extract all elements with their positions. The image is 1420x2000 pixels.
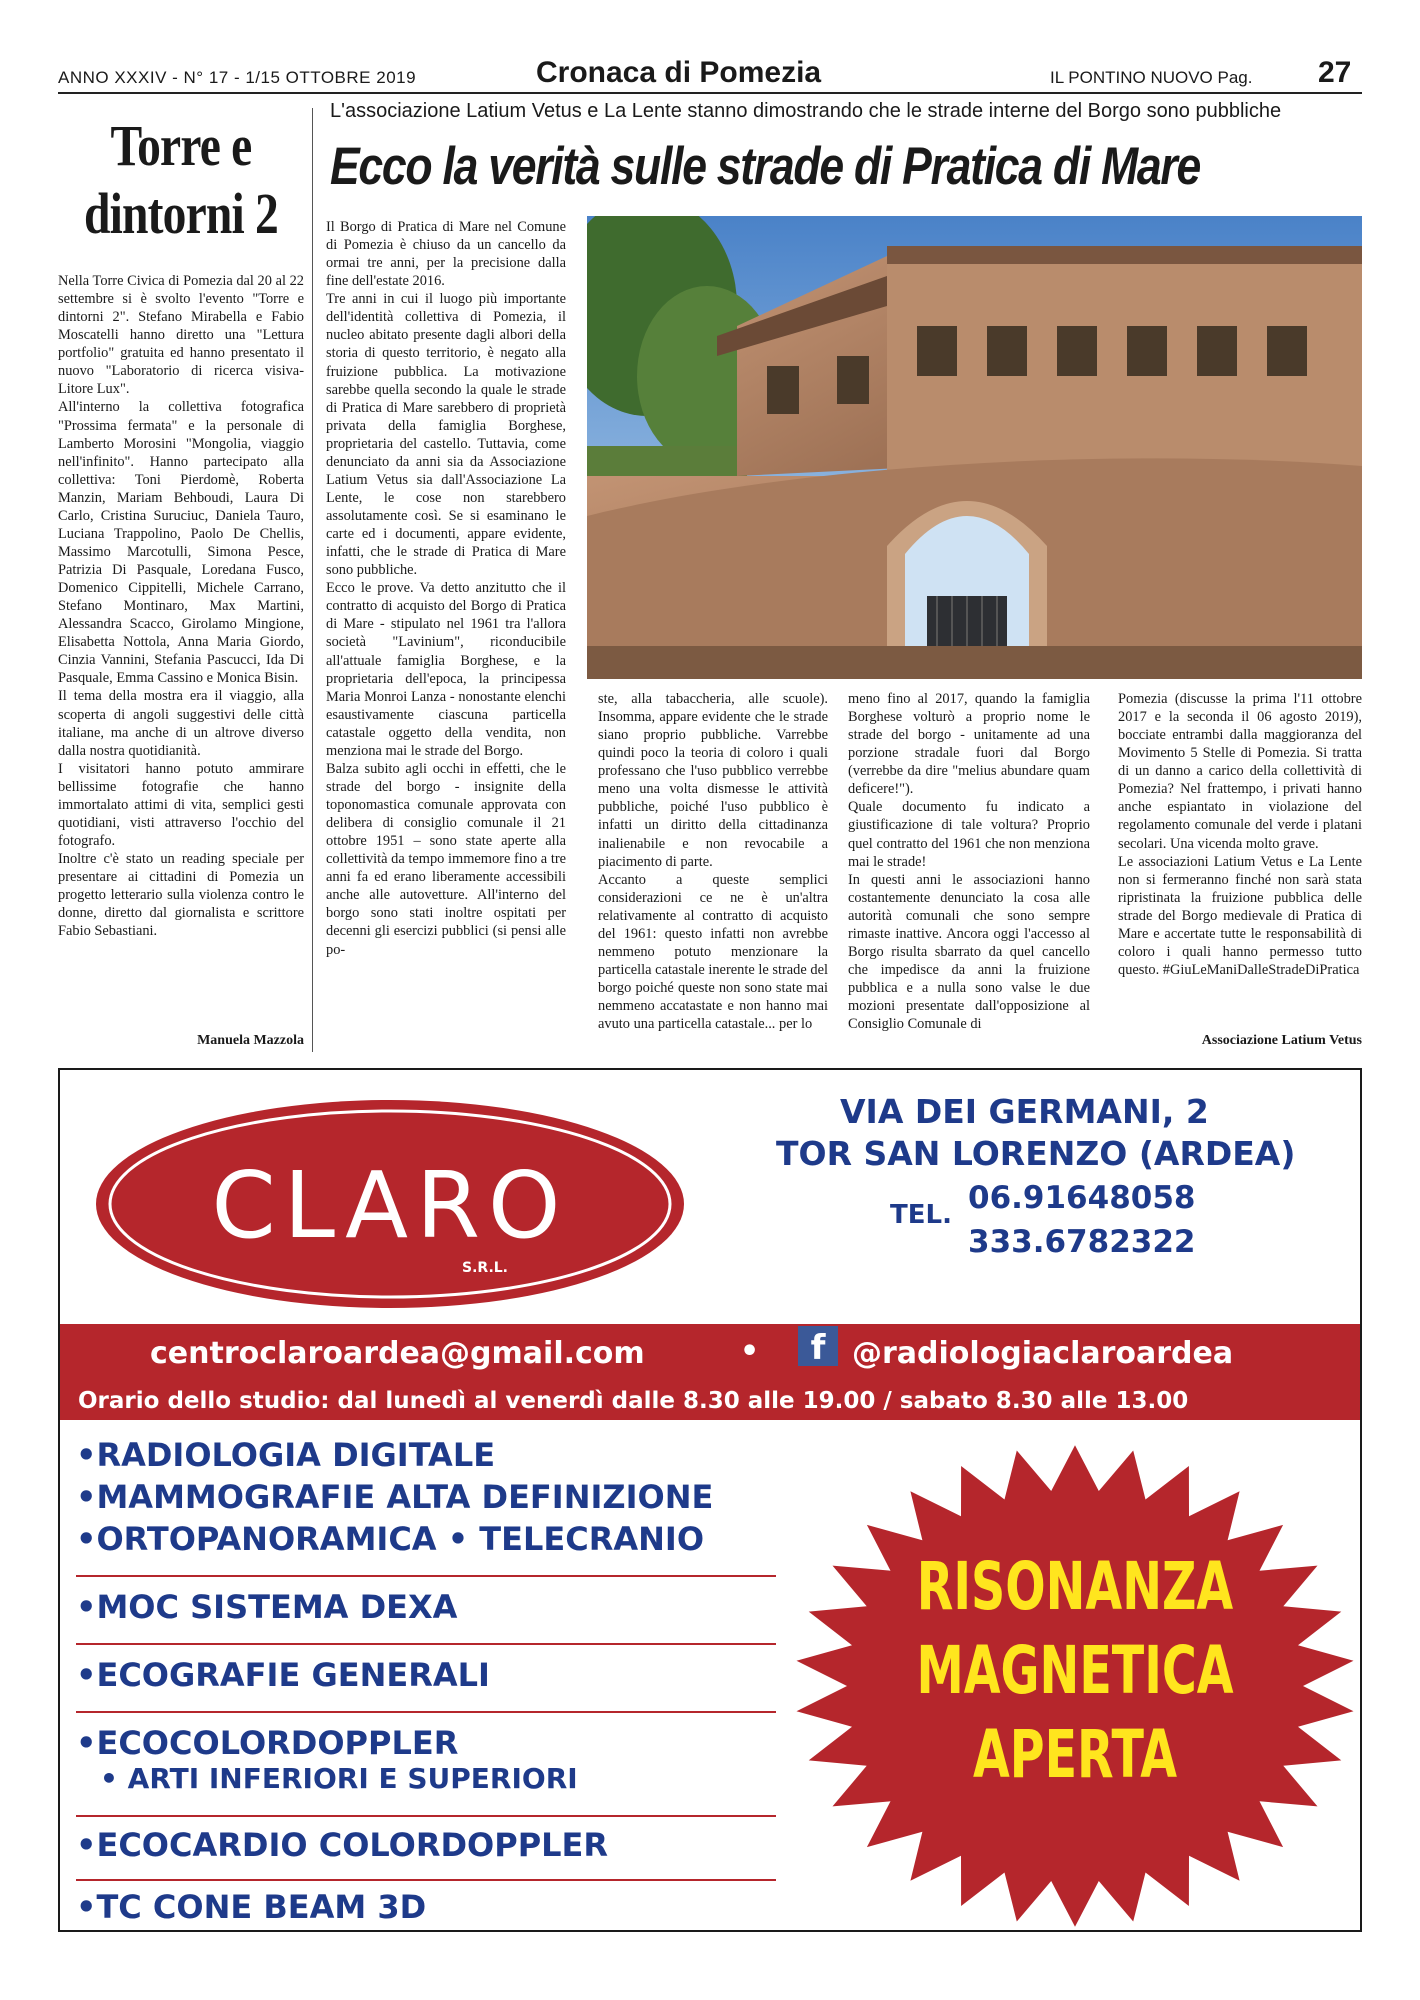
sidebar-paragraph: Inoltre c'è stato un reading speciale per presentare ai cittadini di Pomezia un progetto letterario sulla violenza contro le donne, diretto dal giornalista e scrittore Fabio Sebastiani. xyxy=(58,851,304,940)
facebook-icon: f xyxy=(798,1326,838,1366)
paper-title: IL PONTINO NUOVO xyxy=(1050,68,1213,87)
ad-email: centroclaroardea@gmail.com xyxy=(150,1336,645,1371)
sidebar-paragraph: All'interno la collettiva fotografica "Prossima fermata" e la personale di Lamberto Morosini "Mongolia, viaggio nell'infinito". Hanno partecipato alla collettiva: Toni Pierdomè, Roberta Manzin, Mariam Behboudi, Laura Di Carlo, Cristina Suruciuc, Daniela Tauro, Luciana Trappolino, Paolo De Chellis, Massimo Marcotulli, Simona Pesce, Patrizia Di Pasquale, Loredana Fusco, Domenico Cippitelli, Michele Carrano, Stefano Montinaro, Max Martini, Alessandra Scacco, Girolamo Mingione, Elisabetta Nottola, Anna Maria Giordo, Cinzia Vannini, Stefania Pascucci, Ida Di Pasquale, Emma Cassino e Monica Bisin. xyxy=(58,399,304,687)
article-column-3 xyxy=(848,690,1090,1033)
article-column-2 xyxy=(598,690,828,1033)
article-kicker: L'associazione Latium Vetus e La Lente stanno dimostrando che le strade interne del Borgo sono pubbliche xyxy=(330,100,1282,122)
service-divider xyxy=(76,1711,776,1713)
ad-address-line2: TOR SAN LORENZO (ARDEA) xyxy=(776,1134,1296,1173)
article-paragraph: meno fino al 2017, quando la famiglia Borghese volturò a proprio nome le strade del borgo - unitamente ad una porzione stradale fuori dal Borgo (verrebbe da dire "melius abundare quam deficere!"). xyxy=(848,691,1090,798)
sidebar-paragraph: I visitatori hanno potuto ammirare bellissime fotografie che hanno immortalato attimi di vita, semplici gesti quotidiani, visti attraverso l'occhio del fotografo. xyxy=(58,760,304,849)
service-divider xyxy=(76,1879,776,1881)
service-divider xyxy=(76,1815,776,1817)
article-paragraph: Il Borgo di Pratica di Mare nel Comune di Pomezia è chiuso da un cancello da ormai tre anni, per la precisione dalla fine dell'estate 2016. xyxy=(326,219,566,290)
article-column-1 xyxy=(326,218,566,959)
article-paragraph: ste, alla tabaccheria, alle scuole). Insomma, appare evidente che le strade siano proprio pubbliche. Varrebbe quindi poco la teoria di coloro i quali professano che l'uso pubblico verrebbe meno una volta dismesse le attività pubbliche, poiché l'uso pubblico è infatti un diritto della cittadinanza inalienabile e non revocabile a piacimento di parte. xyxy=(598,691,828,870)
ad-phone-2: 333.6782322 xyxy=(968,1224,1196,1260)
article-paragraph: Le associazioni Latium Vetus e La Lente non si fermeranno finché non sarà stata ripristinata la fruizione pubblica delle strade del Borgo medievale di Pratica di Mare e accertate tutte le responsabilità di coloro i quali hanno permesso tutto questo. #GiuLeManiDalleStradeDiPratica xyxy=(1118,853,1362,978)
ad-separator: • xyxy=(740,1334,760,1369)
claro-logo xyxy=(90,1094,690,1314)
article-paragraph: Tre anni in cui il luogo più importante dell'identità collettiva di Pomezia, il nucleo abitato presente dagli albori della storia di questo territorio, è negato alla fruizione pubblica. La motivazione sarebbe quella secondo la quale le strade di Pratica di Mare sarebbero di proprietà privata della famiglia Borghese, proprietaria del castello. Tuttavia, come denunciato da anni sia da Associazione Latium Vetus sia dall'Associazione La Lente, le cose non starebbero assolutamente così. Se si esaminano le carte ed i documenti, appare evidente, infatti, che le strade di Pratica di Mare sono pubbliche. xyxy=(326,291,566,579)
service-item: •TC CONE BEAM 3D xyxy=(76,1888,427,1926)
borgo-photo xyxy=(587,216,1362,679)
sidebar-article-body xyxy=(58,272,304,940)
ad-phone-1: 06.91648058 xyxy=(968,1180,1196,1216)
sidebar-paragraph: Nella Torre Civica di Pomezia dal 20 al 22 settembre si è svolto l'evento "Torre e dintorni 2". Stefano Mirabella e Fabio Moscatelli hanno diretto una "Lettura portfolio" gratuita ed hanno presentato il nuovo "Laboratorio di ricerca visiva- Litore Lux". xyxy=(58,273,304,398)
sidebar-article-title xyxy=(80,112,282,248)
logo-wordmark: CLARO xyxy=(211,1152,569,1259)
article-author: Associazione Latium Vetus xyxy=(1201,1033,1362,1048)
article-paragraph: Pomezia (discusse la prima l'11 ottobre 2017 e la seconda il 06 agosto 2019), bocciate entrambi dalla maggioranza del Movimento 5 Stelle di Pomezia. Si tratta di un danno a carico della collettività di Pomezia? Nel frattempo, i privati hanno anche espiantato in violazione del regolamento comunale del verde i platani secolari. Una vicenda molto grave. xyxy=(1118,691,1362,852)
article-paragraph: Quale documento fu indicato a giustificazione di tale voltura? Proprio quel contratto del 1961 che non menziona mai le strade! xyxy=(848,799,1090,870)
header-rule xyxy=(58,92,1362,94)
paper-name xyxy=(1050,68,1253,88)
service-item: •ECOCARDIO COLORDOPPLER xyxy=(76,1826,609,1864)
page-label: Pag. xyxy=(1217,68,1253,87)
borgo-gate-illustration xyxy=(587,216,1362,679)
mri-line-2: MAGNETICA xyxy=(916,1632,1234,1709)
section-title: Cronaca di Pomezia xyxy=(536,56,822,89)
page-number: 27 xyxy=(1318,56,1352,89)
service-subitem: • ARTI INFERIORI E SUPERIORI xyxy=(100,1762,578,1795)
article-column-4 xyxy=(1118,690,1362,979)
logo-subtitle: S.R.L. xyxy=(462,1260,508,1276)
service-item: •RADIOLOGIA DIGITALE xyxy=(76,1436,496,1474)
service-divider xyxy=(76,1575,776,1577)
service-item: •MAMMOGRAFIE ALTA DEFINIZIONE xyxy=(76,1478,714,1516)
ad-tel-label: TEL. xyxy=(890,1200,952,1230)
article-paragraph: In questi anni le associazioni hanno costantemente denunciato la cosa alle autorità comunali che sono sempre rimaste inattive. Ancora oggi l'accesso al Borgo risulta sbarrato da quel cancello che impedisce da anni la fruizione pubblica e a nulla sono valse le due mozioni presentate dall'opposizione al Consiglio Comunale di xyxy=(848,871,1090,1033)
article-paragraph: Balza subito agli occhi in effetti, che le strade del borgo - insignite della toponomastica comunale approvata con delibera di consiglio comunale il 21 ottobre 1951 – sono state aperte alla collettività da tempo immemore fino a tre anni fa ed erano liberamente accessibili anche alle autovetture. All'interno del borgo sono stati inoltre ospitati per decenni gli esercizi pubblici (si pensi alle po- xyxy=(326,760,566,958)
service-item: •ECOCOLORDOPPLER xyxy=(76,1724,459,1762)
sidebar-author: Manuela Mazzola xyxy=(197,1033,304,1048)
sidebar-title-line2: dintorni 2 xyxy=(84,181,278,246)
column-divider xyxy=(312,108,313,1052)
mri-line-1: RISONANZA xyxy=(916,1548,1234,1625)
sidebar-title-line1: Torre e xyxy=(110,113,252,178)
ad-social-handle: @radiologiaclaroardea xyxy=(852,1336,1234,1371)
service-item: •MOC SISTEMA DEXA xyxy=(76,1588,458,1626)
issue-info: ANNO XXXIV - N° 17 - 1/15 OTTOBRE 2019 xyxy=(58,68,417,87)
service-item: •ECOGRAFIE GENERALI xyxy=(76,1656,490,1694)
ad-address-line1: VIA DEI GERMANI, 2 xyxy=(840,1092,1209,1131)
service-divider xyxy=(76,1643,776,1645)
sidebar-paragraph: Il tema della mostra era il viaggio, alla scoperta di angoli suggestivi delle città italiane, ma anche di un altrove diverso dalla nostra quotidianità. xyxy=(58,688,304,759)
ad-opening-hours: Orario dello studio: dal lunedì al venerdì dalle 8.30 alle 19.00 / sabato 8.30 alle 13.00 xyxy=(78,1388,1189,1414)
mri-line-3: APERTA xyxy=(972,1716,1178,1793)
article-paragraph: Ecco le prove. Va detto anzitutto che il contratto di acquisto del Borgo di Pratica di Mare - stipulato nel 1961 tra l'allora società "Lavinium", riconducibile all'attuale famiglia Borghese, e la proprietaria dell'epoca, la principessa Maria Monroi Lanza - nonostante elenchi esaustivamente ciascuna particella catastale oggetto della vendita, non menziona mai le strade del Borgo. xyxy=(326,580,566,759)
service-item: •ORTOPANORAMICA • TELECRANIO xyxy=(76,1520,705,1558)
article-paragraph: Accanto a queste semplici considerazioni ce ne è un'altra relativamente al contratto di acquisto del 1961: questo infatti non avrebbe nemmeno potuto menzionare la particella catastale inerente le strade del borgo poiché queste non sono state mai nemmeno accatastate e non hanno mai avuto una particella catastale... per lo xyxy=(598,871,828,1033)
article-headline: Ecco la verità sulle strade di Pratica di Mare xyxy=(330,137,1200,196)
